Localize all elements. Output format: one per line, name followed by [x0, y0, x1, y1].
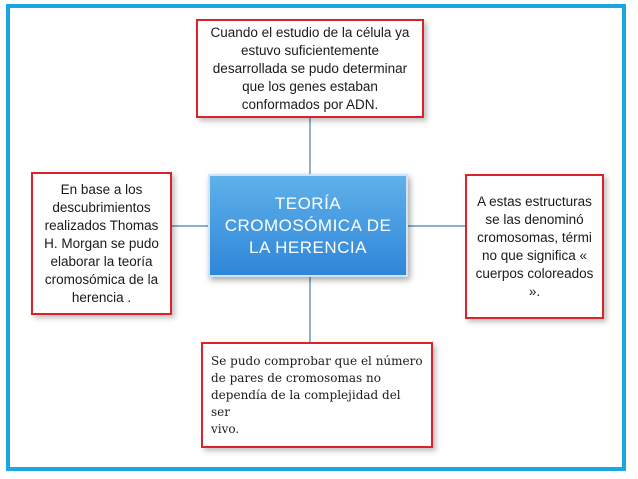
left-node-text: En base a los descubrimientos realizados Thomas H. Morgan se pudo elaborar la teoría cromosómica de la herencia .	[44, 181, 159, 305]
central-node-title: TEORÍA CROMOSÓMICA DE LA HERENCIA	[224, 193, 392, 257]
bottom-node-text: Se pudo comprobar que el número de pares de cromosomas no dependía de la complejidad del ser vivo.	[211, 353, 423, 436]
top-node-text: Cuando el estudio de la célula ya estuvo suficientemente desarrollada se pudo determinar que los genes estaban conformados por ADN.	[210, 24, 410, 112]
right-node-text: A estas estructuras se las denominó cromosomas, térmi no que significa « cuerpos coloreados ».	[475, 193, 594, 299]
central-node	[208, 174, 408, 277]
top-node	[196, 19, 424, 118]
bottom-node	[201, 342, 433, 448]
right-node	[465, 174, 604, 319]
left-node	[31, 172, 172, 315]
